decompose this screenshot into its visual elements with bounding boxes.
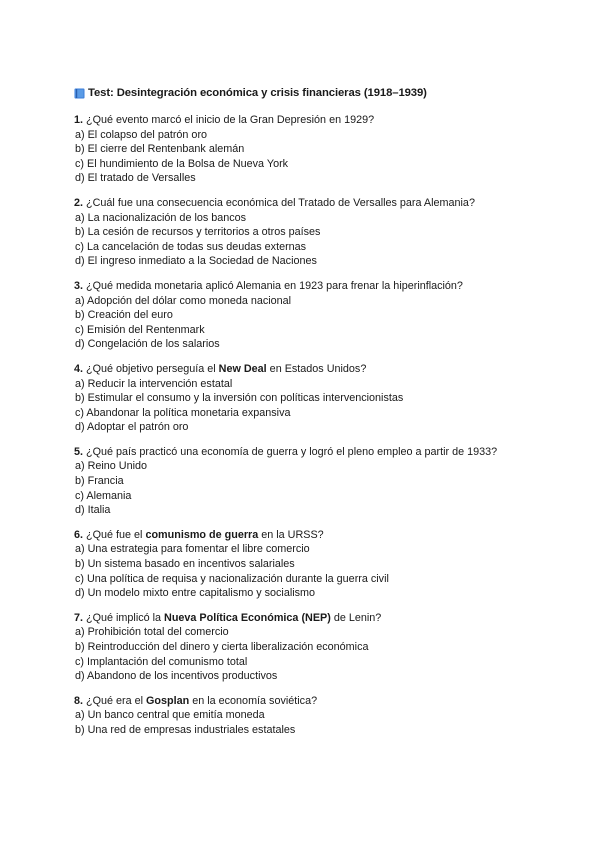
question-number: 8. [74,694,84,707]
question-key-term: Gosplan [146,694,190,707]
answer-option: b) Francia [75,475,124,488]
question-text [74,528,574,543]
question-7 [74,611,574,684]
answer-option: d) El tratado de Versalles [75,172,196,185]
answer-option: a) Una estrategia para fomentar el libre comercio [75,543,310,556]
question-number: 5. [74,445,84,458]
question-text-part: en la economía soviética? [189,694,318,707]
answer-option: b) El cierre del Rentenbank alemán [75,143,245,156]
question-text-part: ¿Qué objetivo perseguía el [83,362,219,375]
question-text-part: ¿Qué implicó la [83,611,165,624]
question-6 [74,528,574,601]
answer-option: c) Una política de requisa y nacionalización durante la guerra civil [75,572,389,585]
question-number: 1. [74,114,84,126]
answer-option: d) Adoptar el patrón oro [75,421,189,434]
answer-option: b) Un sistema basado en incentivos salariales [75,558,295,571]
question-text [74,611,574,626]
answer-option: c) La cancelación de todas sus deudas externas [75,240,307,253]
question-text-part: en la URSS? [258,528,324,541]
answer-option: a) Reducir la intervención estatal [75,377,233,390]
question-2 [74,196,574,269]
answer-option: d) El ingreso inmediato a la Sociedad de Naciones [75,255,317,268]
question-key-term: Nueva Política Económica (NEP) [164,611,331,624]
question-text [74,694,574,709]
answer-option: d) Italia [75,504,111,517]
question-text-part: de Lenin? [330,611,382,624]
answer-option: a) Un banco central que emitía moneda [75,709,265,722]
question-key-term: comunismo de guerra [145,528,259,541]
question-text-part: ¿Qué evento marcó el inicio de la Gran Depresión en 1929? [83,114,375,126]
answer-option: b) Una red de empresas industriales estatales [75,723,296,736]
answer-option: b) La cesión de recursos y territorios a otros países [75,226,321,239]
blue-book-icon [74,88,85,99]
question-number: 7. [74,611,84,624]
answer-option: a) Reino Unido [75,460,148,473]
question-5 [74,445,574,518]
question-text-part: en Estados Unidos? [266,362,367,375]
answer-option: c) Abandonar la política monetaria expansiva [75,406,291,419]
answer-option: d) Congelación de los salarios [75,338,220,351]
answer-option: d) Abandono de los incentivos productivos [75,670,278,683]
question-text-part: ¿Qué medida monetaria aplicó Alemania en 1923 para frenar la hiperinflación? [83,279,463,292]
question-text-part: ¿Cuál fue una consecuencia económica del Tratado de Versalles para Alemania? [83,196,475,209]
question-text [74,113,574,128]
answer-option: b) Estimular el consumo y la inversión con políticas intervencionistas [75,392,404,405]
question-4 [74,362,574,435]
answer-option: a) Prohibición total del comercio [75,626,229,639]
test-title-row [74,86,574,100]
answer-option: b) Reintroducción del dinero y cierta liberalización económica [75,641,369,653]
question-text [74,196,574,211]
question-1 [74,113,574,186]
question-key-term: New Deal [218,362,267,375]
answer-option: c) Implantación del comunismo total [75,655,248,668]
question-number: 3. [74,279,84,292]
answer-option: a) Adopción del dólar como moneda nacional [75,294,292,307]
question-number: 6. [74,528,84,541]
question-number: 4. [74,362,84,375]
question-text [74,279,574,294]
answer-option: b) Creación del euro [75,309,173,322]
answer-option: a) La nacionalización de los bancos [75,211,247,224]
answer-option: c) El hundimiento de la Bolsa de Nueva York [75,157,289,170]
question-8 [74,694,574,738]
answer-option: c) Alemania [75,489,132,502]
question-list [74,113,574,738]
question-text-part: ¿Qué era el [83,694,147,707]
answer-option: a) El colapso del patrón oro [75,128,208,141]
answer-option: c) Emisión del Rentenmark [75,323,205,336]
question-text [74,445,574,460]
question-text-part: ¿Qué fue el [83,528,146,541]
question-number: 2. [74,196,84,209]
question-text [74,362,574,377]
test-document [74,86,574,748]
test-title: Test: Desintegración económica y crisis financieras (1918–1939) [88,87,427,99]
question-3 [74,279,574,352]
question-text-part: ¿Qué país practicó una economía de guerra y logró el pleno empleo a partir de 1933? [83,445,498,458]
answer-option: d) Un modelo mixto entre capitalismo y socialismo [75,587,316,600]
